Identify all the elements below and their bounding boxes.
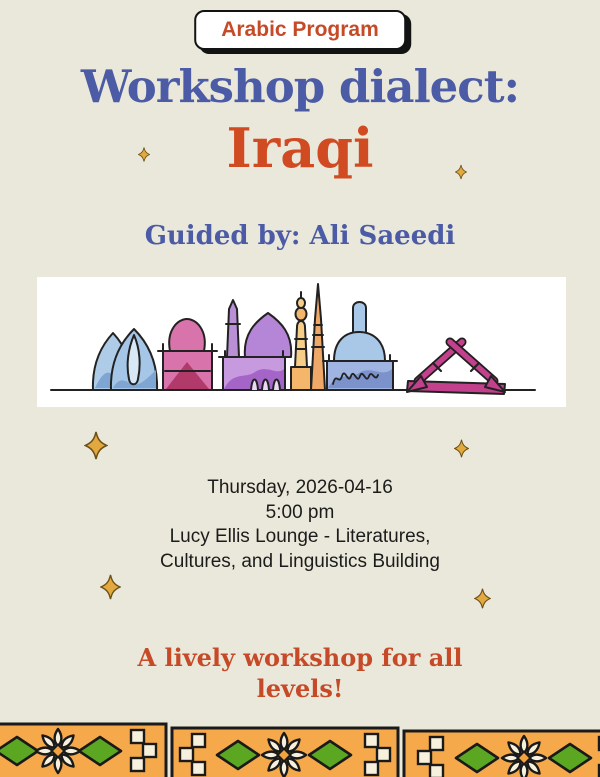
dialect-name: Iraqi [226, 116, 374, 180]
sparkle-icon [100, 574, 121, 600]
event-location-line2: Cultures, and Linguistics Building [160, 550, 440, 572]
instructor-line: Guided by: Ali Saeedi [144, 221, 456, 251]
program-badge: Arabic Program [194, 10, 406, 50]
event-details [0, 476, 600, 574]
purple-mosque [219, 300, 291, 390]
sparkle-icon [454, 439, 469, 458]
pink-mosque [158, 319, 217, 390]
ornament-border [0, 722, 600, 777]
crossed-swords-monument [407, 342, 505, 394]
tall-spire [311, 284, 325, 390]
sparkle-icon [474, 588, 491, 609]
event-date: Thursday, 2026-04-16 [207, 477, 393, 498]
sparkle-icon [455, 164, 467, 180]
tagline: A lively workshop for all levels! [137, 643, 463, 703]
blue-domes [93, 329, 157, 390]
poster-title: Workshop dialect: [80, 60, 520, 113]
event-time: 5:00 pm [265, 501, 335, 523]
event-location-line1: Lucy Ellis Lounge - Literatures, [169, 526, 431, 547]
sparkle-icon [84, 431, 108, 460]
skyline-illustration [37, 277, 566, 407]
blue-building [323, 302, 397, 390]
orange-minaret [291, 292, 311, 390]
sparkle-icon [138, 147, 150, 162]
